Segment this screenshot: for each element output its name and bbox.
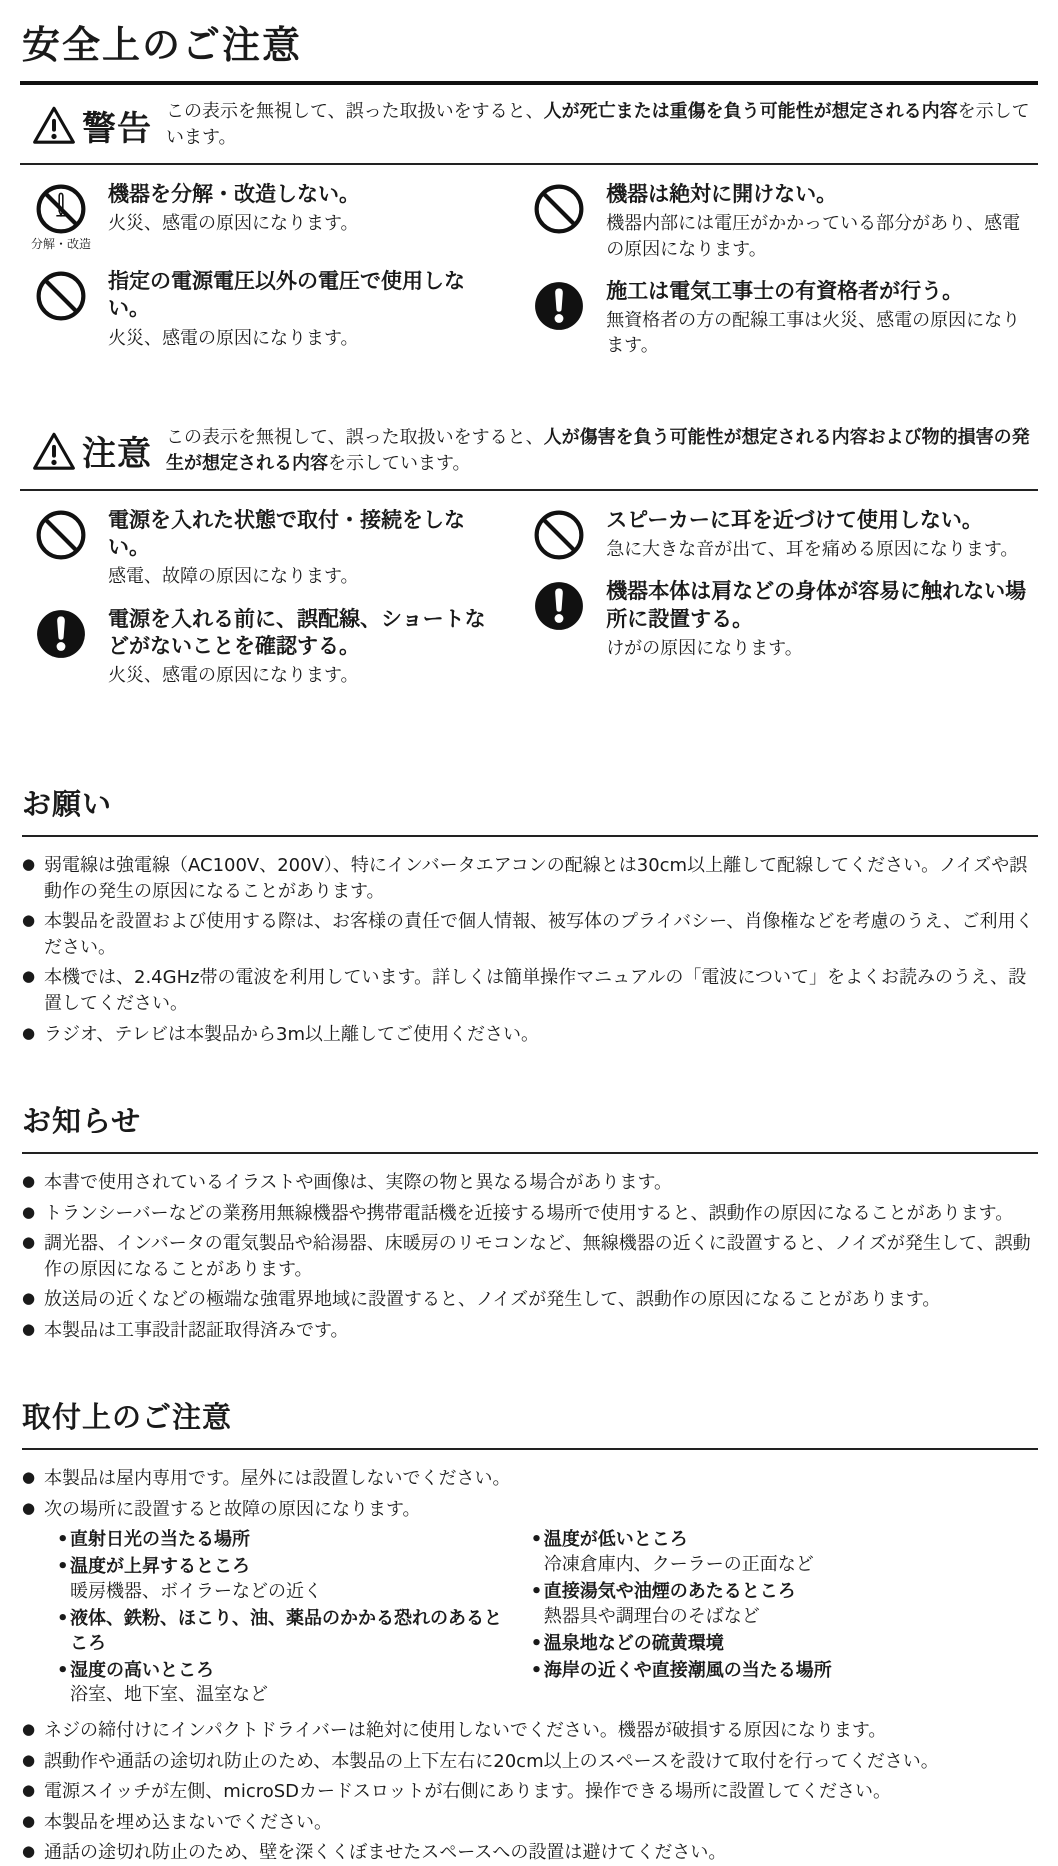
installation-bottom-bullet-list <box>20 1718 1038 1866</box>
warning-item <box>528 278 1036 359</box>
warning-triangle-icon <box>32 105 76 145</box>
mandatory-icon <box>30 608 92 660</box>
warning-header <box>20 85 1038 165</box>
mandatory-icon <box>528 280 590 332</box>
bullet-item: ● ラジオ、テレビは本製品から3m以上離してご使用ください。 <box>22 1022 1038 1048</box>
bullet-item: ● 弱電線は強電線（AC100V、200V）、特にインバータエアコンの配線とは30cm以上離して配線してください。ノイズや誤動作の発生の原因になることがあります。 <box>22 853 1038 904</box>
location-item: • 温泉地などの硫黄環境 <box>530 1632 1038 1657</box>
warning-item-title: 施工は電気工事士の有資格者が行う。 <box>606 278 964 303</box>
bullet-item: ● トランシーバーなどの業務用無線機器や携帯電話機を近接する場所で使用すると、誤動作の原因になることがあります。 <box>22 1201 1038 1227</box>
bullet-item: ● 本製品を設置および使用する際は、お客様の責任で個人情報、被写体のプライバシー、肖像権などを考慮のうえ、ご利用ください。 <box>22 909 1038 960</box>
bullet-item: ● 放送局の近くなどの極端な強電界地域に設置すると、ノイズが発生して、誤動作の原因になることがあります。 <box>22 1287 1038 1313</box>
warning-item-title: 指定の電源電圧以外の電圧で使用しない。 <box>108 269 465 321</box>
locations-left-column <box>56 1528 510 1710</box>
location-item: • 直射日光の当たる場所 <box>56 1528 510 1553</box>
warning-triangle-icon <box>32 431 76 471</box>
notice-heading: お知らせ <box>22 1099 1038 1154</box>
prohibition-icon <box>528 509 590 561</box>
caution-item-title: 機器本体は肩などの身体が容易に触れない場所に設置する。 <box>606 579 1027 631</box>
warning-item-body: 火災、感電の原因になります。 <box>108 213 359 235</box>
bullet-item: ● 本製品は工事設計認証取得済みです。 <box>22 1318 1038 1344</box>
caution-label: 注意 <box>82 434 152 475</box>
bullet-item: ● 本書で使用されているイラストや画像は、実際の物と異なる場合があります。 <box>22 1170 1038 1196</box>
bullet-item: ● 本製品を埋め込まないでください。 <box>22 1810 1038 1836</box>
installation-top-bullet-list <box>20 1466 1038 1522</box>
bullet-item: ● 調光器、インバータの電気製品や給湯器、床暖房のリモコンなど、無線機器の近くに設置すると、ノイズが発生して、誤動作の原因になることがあります。 <box>22 1231 1038 1282</box>
notice-section <box>20 1099 1038 1343</box>
caution-item-body: 感電、故障の原因になります。 <box>108 566 359 588</box>
warning-item <box>528 181 1036 262</box>
warning-item <box>30 268 500 351</box>
caution-item <box>30 606 500 689</box>
caution-description: この表示を無視して、誤った取扱いをすると、人が傷害を負う可能性が想定される内容および物的損害の発生が想定される内容を示しています。 <box>166 426 1030 474</box>
page-title: 安全上のご注意 <box>20 14 1038 85</box>
caution-item-title: スピーカーに耳を近づけて使用しない。 <box>606 507 983 532</box>
caution-item-body: けがの原因になります。 <box>606 637 803 659</box>
warning-label: 警告 <box>82 108 152 149</box>
icon-caption: 分解・改造 <box>30 237 91 252</box>
warning-item-body: 機器内部には電圧がかかっている部分があり、感電の原因になります。 <box>606 213 1021 260</box>
caution-item <box>528 578 1036 661</box>
caution-item-body: 火災、感電の原因になります。 <box>108 665 359 687</box>
warning-description: この表示を無視して、誤った取扱いをすると、人が死亡または重傷を負う可能性が想定される内容を示しています。 <box>166 101 1030 149</box>
prohibition-icon <box>30 509 92 561</box>
bullet-item: ● 本製品は屋内専用です。屋外には設置しないでください。 <box>22 1466 1038 1492</box>
bullet-item: ● 通話の途切れ防止のため、壁を深くくぼませたスペースへの設置は避けてください。 <box>22 1840 1038 1866</box>
caution-item-body: 急に大きな音が出て、耳を痛める原因になります。 <box>606 539 1019 561</box>
locations-right-column <box>530 1528 1038 1710</box>
location-item: • 温度が低いところ 冷凍倉庫内、クーラーの正面など <box>530 1528 1038 1578</box>
bullet-item: ● 次の場所に設置すると故障の原因になります。 <box>22 1497 1038 1523</box>
location-item: • 温度が上昇するところ 暖房機器、ボイラーなどの近く <box>56 1555 510 1605</box>
bullet-item: ● ネジの締付けにインパクトドライバーは絶対に使用しないでください。機器が破損する原因になります。 <box>22 1718 1038 1744</box>
mandatory-icon <box>528 580 590 632</box>
warning-item-body: 無資格者の方の配線工事は火災、感電の原因になります。 <box>606 310 1021 357</box>
notice-bullet-list <box>20 1170 1038 1343</box>
request-heading: お願い <box>22 782 1038 837</box>
request-section <box>20 782 1038 1047</box>
location-item: • 湿度の高いところ 浴室、地下室、温室など <box>56 1659 510 1709</box>
prohibition-icon <box>30 270 92 322</box>
bullet-item: ● 本機では、2.4GHz帯の電波を利用しています。詳しくは簡単操作マニュアルの「電波について」をよくお読みのうえ、設置してください。 <box>22 965 1038 1016</box>
installation-heading: 取付上のご注意 <box>22 1395 1038 1450</box>
warning-items <box>20 165 1038 400</box>
bullet-item: ● 電源スイッチが左側、microSDカードスロットが右側にあります。操作できる場所に設置してください。 <box>22 1779 1038 1805</box>
bullet-item: ● 誤動作や通話の途切れ防止のため、本製品の上下左右に20cm以上のスペースを設けて取付を行ってください。 <box>22 1749 1038 1775</box>
location-item: • 液体、鉄粉、ほこり、油、薬品のかかる恐れのあるところ <box>56 1607 510 1657</box>
caution-items <box>20 491 1038 731</box>
warning-item-body: 火災、感電の原因になります。 <box>108 327 359 349</box>
installation-section <box>20 1395 1038 1866</box>
caution-item <box>528 507 1036 562</box>
request-bullet-list <box>20 853 1038 1047</box>
prohibition-icon <box>528 183 590 235</box>
warning-item <box>30 181 500 252</box>
caution-item <box>30 507 500 590</box>
prohibition-disassembly-icon <box>30 183 92 235</box>
warning-item-title: 機器を分解・改造しない。 <box>108 182 360 207</box>
caution-header <box>20 411 1038 491</box>
location-item: • 直接湯気や油煙のあたるところ 熱器具や調理台のそばなど <box>530 1580 1038 1630</box>
location-item: • 海岸の近くや直接潮風の当たる場所 <box>530 1659 1038 1684</box>
warning-item-title: 機器は絶対に開けない。 <box>606 182 838 207</box>
caution-item-title: 電源を入れた状態で取付・接続をしない。 <box>108 507 465 560</box>
caution-item-title: 電源を入れる前に、誤配線、ショートなどがないことを確認する。 <box>108 606 486 658</box>
installation-locations <box>56 1528 1038 1710</box>
